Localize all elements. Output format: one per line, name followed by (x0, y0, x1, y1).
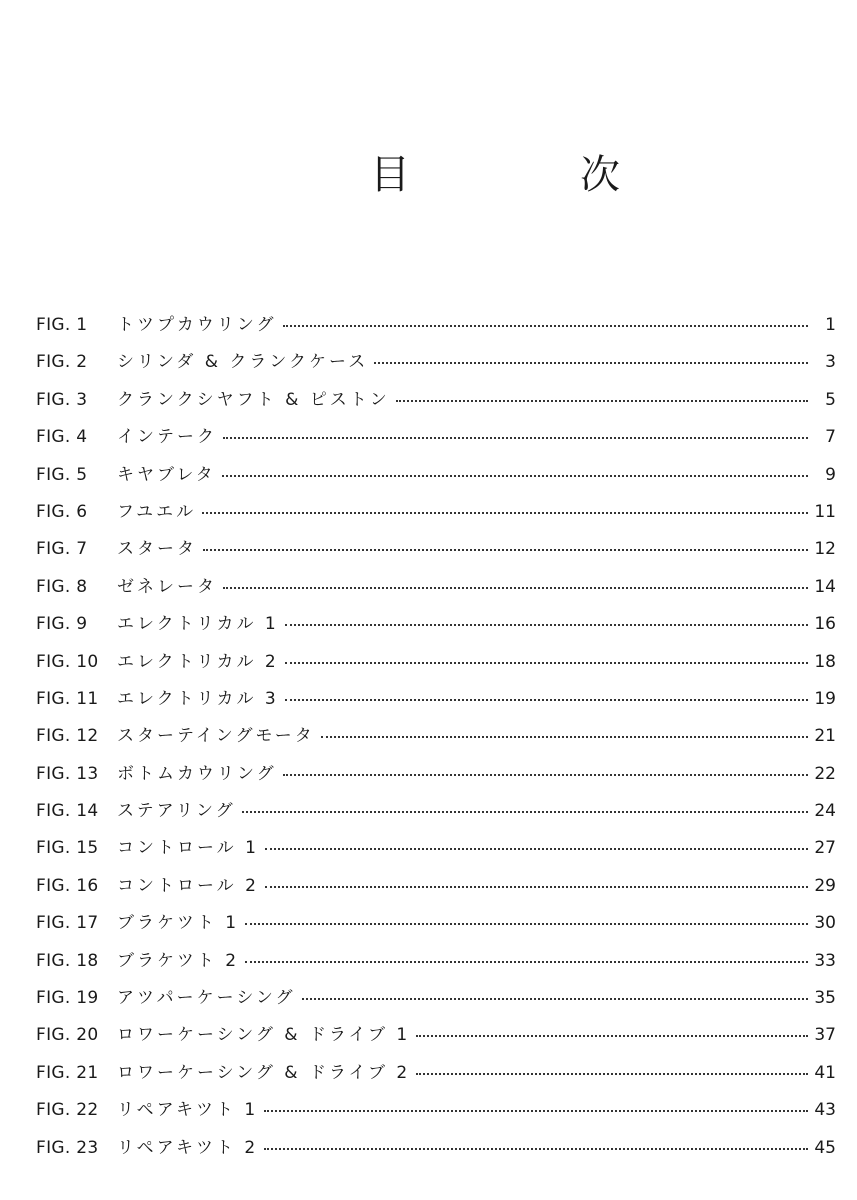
dot-leader (283, 774, 808, 776)
entry-title: トツプカウリング (117, 315, 277, 335)
toc-entry[interactable] (36, 718, 836, 755)
entry-title: アツパーケーシング (117, 988, 296, 1009)
toc-entry[interactable] (36, 1055, 836, 1092)
entry-title: インテーク (117, 427, 217, 448)
fig-label: FIG. 21 (36, 1062, 99, 1083)
entry-title: ステアリング (117, 801, 236, 822)
fig-label: FIG. 3 (36, 389, 88, 410)
page-number: 3 (825, 352, 836, 373)
fig-label: FIG. 2 (36, 352, 88, 373)
entry-title: ロワーケーシング & ドライブ 1 (117, 1025, 411, 1046)
page-number: 33 (814, 950, 836, 971)
dot-leader (245, 961, 808, 963)
dot-leader (321, 736, 808, 738)
dot-leader (285, 662, 808, 664)
entry-title: エレクトリカル 1 (117, 614, 279, 635)
page-number: 16 (814, 614, 836, 635)
fig-label: FIG. 1 (36, 315, 88, 335)
fig-label: FIG. 22 (36, 1100, 99, 1121)
page-number: 35 (814, 988, 836, 1009)
table-of-contents (36, 307, 836, 1167)
entry-title: スタータ (117, 539, 197, 560)
page-number: 37 (814, 1025, 836, 1046)
entry-title: ブラケツト 2 (117, 950, 240, 971)
dot-leader (222, 475, 808, 477)
fig-label: FIG. 9 (36, 614, 88, 635)
toc-entry[interactable] (36, 419, 836, 456)
dot-leader (265, 886, 808, 888)
page-number: 9 (825, 464, 836, 485)
page-number: 21 (814, 726, 836, 747)
page-number: 27 (814, 838, 836, 859)
page-number: 43 (814, 1100, 836, 1121)
fig-label: FIG. 20 (36, 1025, 99, 1046)
fig-label: FIG. 19 (36, 988, 99, 1009)
dot-leader (302, 998, 808, 1000)
dot-leader (202, 512, 808, 514)
fig-label: FIG. 16 (36, 875, 99, 896)
page-number: 5 (825, 389, 836, 410)
page-title (0, 145, 857, 205)
fig-label: FIG. 23 (36, 1137, 99, 1158)
entry-title: エレクトリカル 2 (117, 651, 279, 672)
toc-entry[interactable] (36, 943, 836, 980)
page-number: 41 (814, 1062, 836, 1083)
fig-label: FIG. 14 (36, 801, 99, 822)
entry-title: クランクシヤフト & ピストン (117, 389, 390, 410)
page-number: 45 (814, 1137, 836, 1158)
fig-label: FIG. 4 (36, 427, 88, 448)
toc-entry[interactable] (36, 494, 836, 531)
toc-entry[interactable] (36, 905, 836, 942)
fig-label: FIG. 13 (36, 763, 99, 784)
toc-entry[interactable] (36, 756, 836, 793)
toc-entry[interactable] (36, 344, 836, 381)
title-char-2: 次 (580, 152, 620, 198)
toc-entry[interactable] (36, 1130, 836, 1167)
dot-leader (374, 362, 808, 364)
toc-entry[interactable] (36, 1092, 836, 1129)
dot-leader (203, 549, 808, 551)
entry-title: コントロール 2 (117, 875, 259, 896)
fig-label: FIG. 17 (36, 913, 99, 934)
entry-title: ゼネレータ (117, 576, 217, 597)
toc-entry[interactable] (36, 382, 836, 419)
entry-title: フユエル (117, 501, 197, 522)
fig-label: FIG. 10 (36, 651, 99, 672)
entry-title: リペアキツト 1 (117, 1100, 259, 1121)
dot-leader (242, 811, 808, 813)
entry-title: ボトムカウリング (117, 763, 277, 784)
toc-entry[interactable] (36, 1017, 836, 1054)
page-number: 29 (814, 875, 836, 896)
dot-leader (283, 325, 809, 327)
dot-leader (223, 437, 808, 439)
page-number: 30 (814, 913, 836, 934)
page-number: 12 (814, 539, 836, 560)
entry-title: キヤブレタ (117, 464, 216, 485)
dot-leader (264, 1148, 808, 1150)
entry-title: シリンダ & クランクケース (117, 352, 369, 373)
page-number: 14 (814, 576, 836, 597)
entry-title: コントロール 1 (117, 838, 259, 859)
toc-entry[interactable] (36, 830, 836, 867)
dot-leader (265, 848, 808, 850)
dot-leader (285, 699, 808, 701)
toc-entry[interactable] (36, 868, 836, 905)
dot-leader (223, 587, 808, 589)
page-number: 19 (814, 688, 836, 709)
toc-entry[interactable] (36, 307, 836, 344)
page-number: 1 (825, 315, 836, 335)
entry-title: ブラケツト 1 (117, 913, 240, 934)
page-number: 22 (814, 763, 836, 784)
fig-label: FIG. 12 (36, 726, 99, 747)
dot-leader (416, 1073, 808, 1075)
page-number: 24 (814, 801, 836, 822)
toc-entry[interactable] (36, 531, 836, 568)
toc-entry[interactable] (36, 681, 836, 718)
page-number: 7 (825, 427, 836, 448)
entry-title: ロワーケーシング & ドライブ 2 (117, 1062, 411, 1083)
dot-leader (245, 923, 808, 925)
dot-leader (264, 1110, 808, 1112)
fig-label: FIG. 18 (36, 950, 99, 971)
toc-entry[interactable] (36, 457, 836, 494)
fig-label: FIG. 15 (36, 838, 99, 859)
fig-label: FIG. 11 (36, 688, 99, 709)
toc-entry[interactable] (36, 569, 836, 606)
toc-entry[interactable] (36, 793, 836, 830)
dot-leader (416, 1035, 808, 1037)
entry-title: スターテイングモータ (117, 726, 315, 747)
fig-label: FIG. 7 (36, 539, 88, 560)
fig-label: FIG. 6 (36, 501, 88, 522)
entry-title: エレクトリカル 3 (117, 688, 279, 709)
dot-leader (396, 400, 808, 402)
fig-label: FIG. 8 (36, 576, 88, 597)
page-number: 11 (814, 501, 836, 522)
entry-title: リペアキツト 2 (117, 1137, 259, 1158)
fig-label: FIG. 5 (36, 464, 88, 485)
dot-leader (285, 624, 808, 626)
toc-entry[interactable] (36, 980, 836, 1017)
title-char-1: 目 (370, 152, 410, 198)
page-number: 18 (814, 651, 836, 672)
toc-entry[interactable] (36, 644, 836, 681)
toc-entry[interactable] (36, 606, 836, 643)
